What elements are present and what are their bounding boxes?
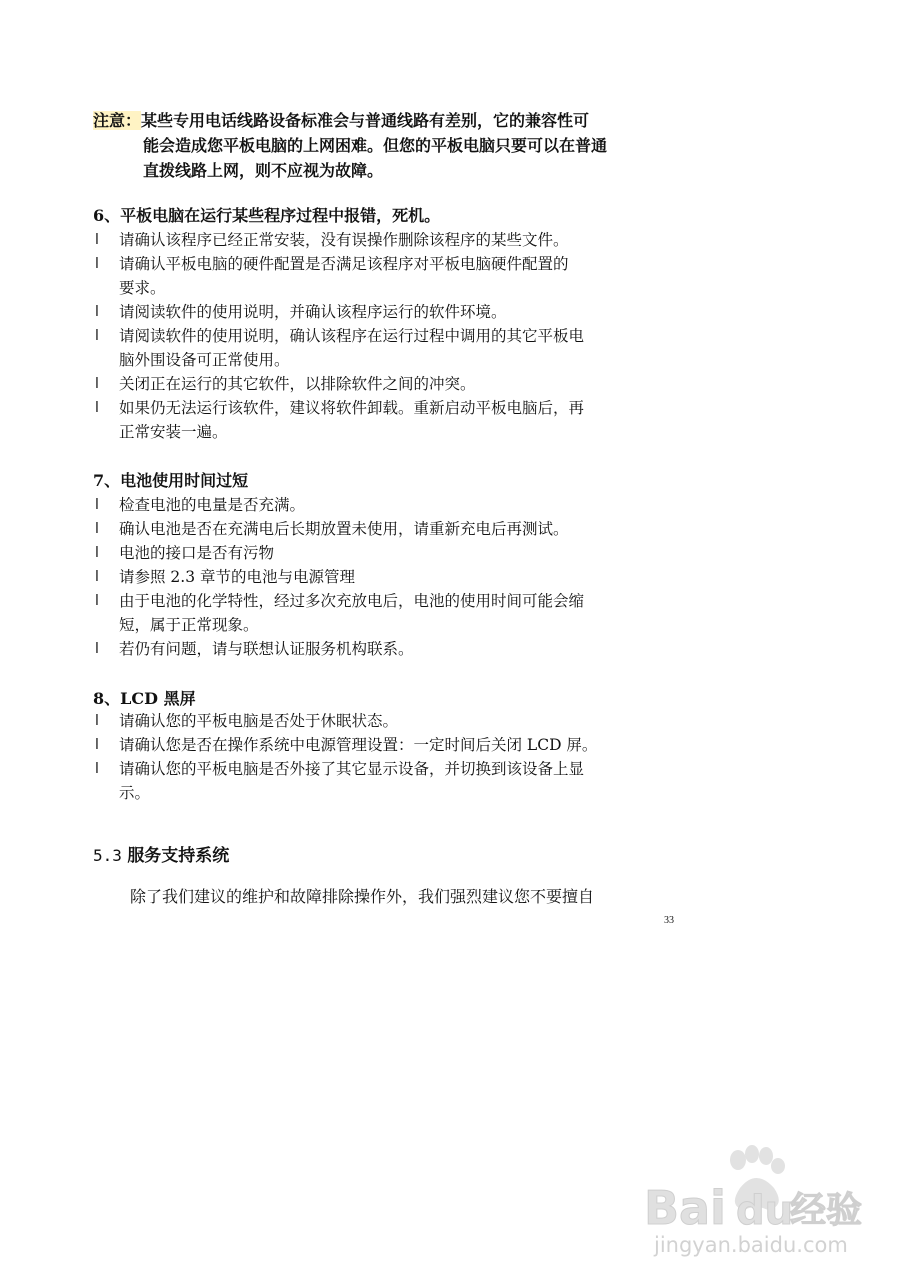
bullet-icon: l [95, 593, 99, 609]
svg-text:du: du [736, 1188, 794, 1234]
watermark-url: jingyan.baidu.com [654, 1233, 848, 1257]
section-6-list [93, 228, 693, 444]
bullet-icon: l [95, 304, 99, 320]
note-block [93, 108, 693, 183]
list-item: l 请确认该程序已经正常安装，没有误操作删除该程序的某些文件。 [93, 228, 693, 252]
bullet-icon: l [95, 400, 99, 416]
list-item: l 电池的接口是否有污物 [93, 541, 693, 565]
bullet-icon: l [95, 376, 99, 392]
bullet-icon: l [95, 761, 99, 777]
note-label: 注意： [93, 111, 142, 130]
heading-title: 服务支持系统 [127, 846, 230, 866]
svg-text:经验: 经验 [790, 1190, 863, 1231]
list-item: l 如果仍无法运行该软件，建议将软件卸载。重新启动平板电脑后，再 正常安装一遍。 [93, 396, 693, 444]
section-5-3-heading [93, 841, 229, 866]
list-item: l 确认电池是否在充满电后长期放置未使用，请重新充电后再测试。 [93, 517, 693, 541]
baidu-paw-logo-icon [640, 1138, 890, 1248]
list-item: l 请确认您的平板电脑是否外接了其它显示设备，并切换到该设备上显 示。 [93, 757, 693, 805]
bullet-icon: l [95, 328, 99, 344]
section-8-title: 8、LCD 黑屏 [93, 689, 196, 708]
list-item: l 请参照 2.3 章节的电池与电源管理 [93, 565, 693, 589]
bullet-icon: l [95, 521, 99, 537]
bullet-icon: l [95, 497, 99, 513]
bullet-icon: l [95, 737, 99, 753]
baidu-watermark [640, 1138, 890, 1268]
page-number: 33 [664, 915, 674, 926]
list-item: l 请确认您是否在操作系统中电源管理设置：一定时间后关闭 LCD 屏。 [93, 733, 693, 757]
bullet-icon: l [95, 545, 99, 561]
list-item: l 请阅读软件的使用说明，确认该程序在运行过程中调用的其它平板电 脑外围设备可正常使用。 [93, 324, 693, 372]
section-7-title: 7、电池使用时间过短 [93, 471, 249, 490]
bullet-icon: l [95, 256, 99, 272]
bullet-icon: l [95, 232, 99, 248]
heading-number: 5.3 [93, 846, 122, 865]
list-item: l 关闭正在运行的其它软件，以排除软件之间的冲突。 [93, 372, 693, 396]
note-text-line-2: 能会造成您平板电脑的上网困难。但您的平板电脑只要可以在普通 [143, 136, 608, 155]
bullet-icon: l [95, 569, 99, 585]
list-item: l 请确认平板电脑的硬件配置是否满足该程序对平板电脑硬件配置的 要求。 [93, 252, 693, 300]
list-item: l 请确认您的平板电脑是否处于休眠状态。 [93, 709, 693, 733]
note-text-line-1: 某些专用电话线路设备标准会与普通线路有差别，它的兼容性可 [141, 111, 590, 130]
list-item: l 检查电池的电量是否充满。 [93, 493, 693, 517]
note-text-line-3: 直拨线路上网，则不应视为故障。 [143, 161, 384, 180]
svg-text:Bai: Bai [644, 1181, 726, 1235]
list-item: l 请阅读软件的使用说明，并确认该程序运行的软件环境。 [93, 300, 693, 324]
body-paragraph: 除了我们建议的维护和故障排除操作外，我们强烈建议您不要擅自 [130, 887, 595, 906]
section-8-list [93, 709, 693, 805]
list-item: l 由于电池的化学特性，经过多次充放电后，电池的使用时间可能会缩 短，属于正常现象。 [93, 589, 693, 637]
bullet-icon: l [95, 713, 99, 729]
section-6-title: 6、平板电脑在运行某些程序过程中报错，死机。 [93, 206, 441, 225]
section-7-list [93, 493, 693, 661]
list-item: l 若仍有问题，请与联想认证服务机构联系。 [93, 637, 693, 661]
bullet-icon: l [95, 641, 99, 657]
